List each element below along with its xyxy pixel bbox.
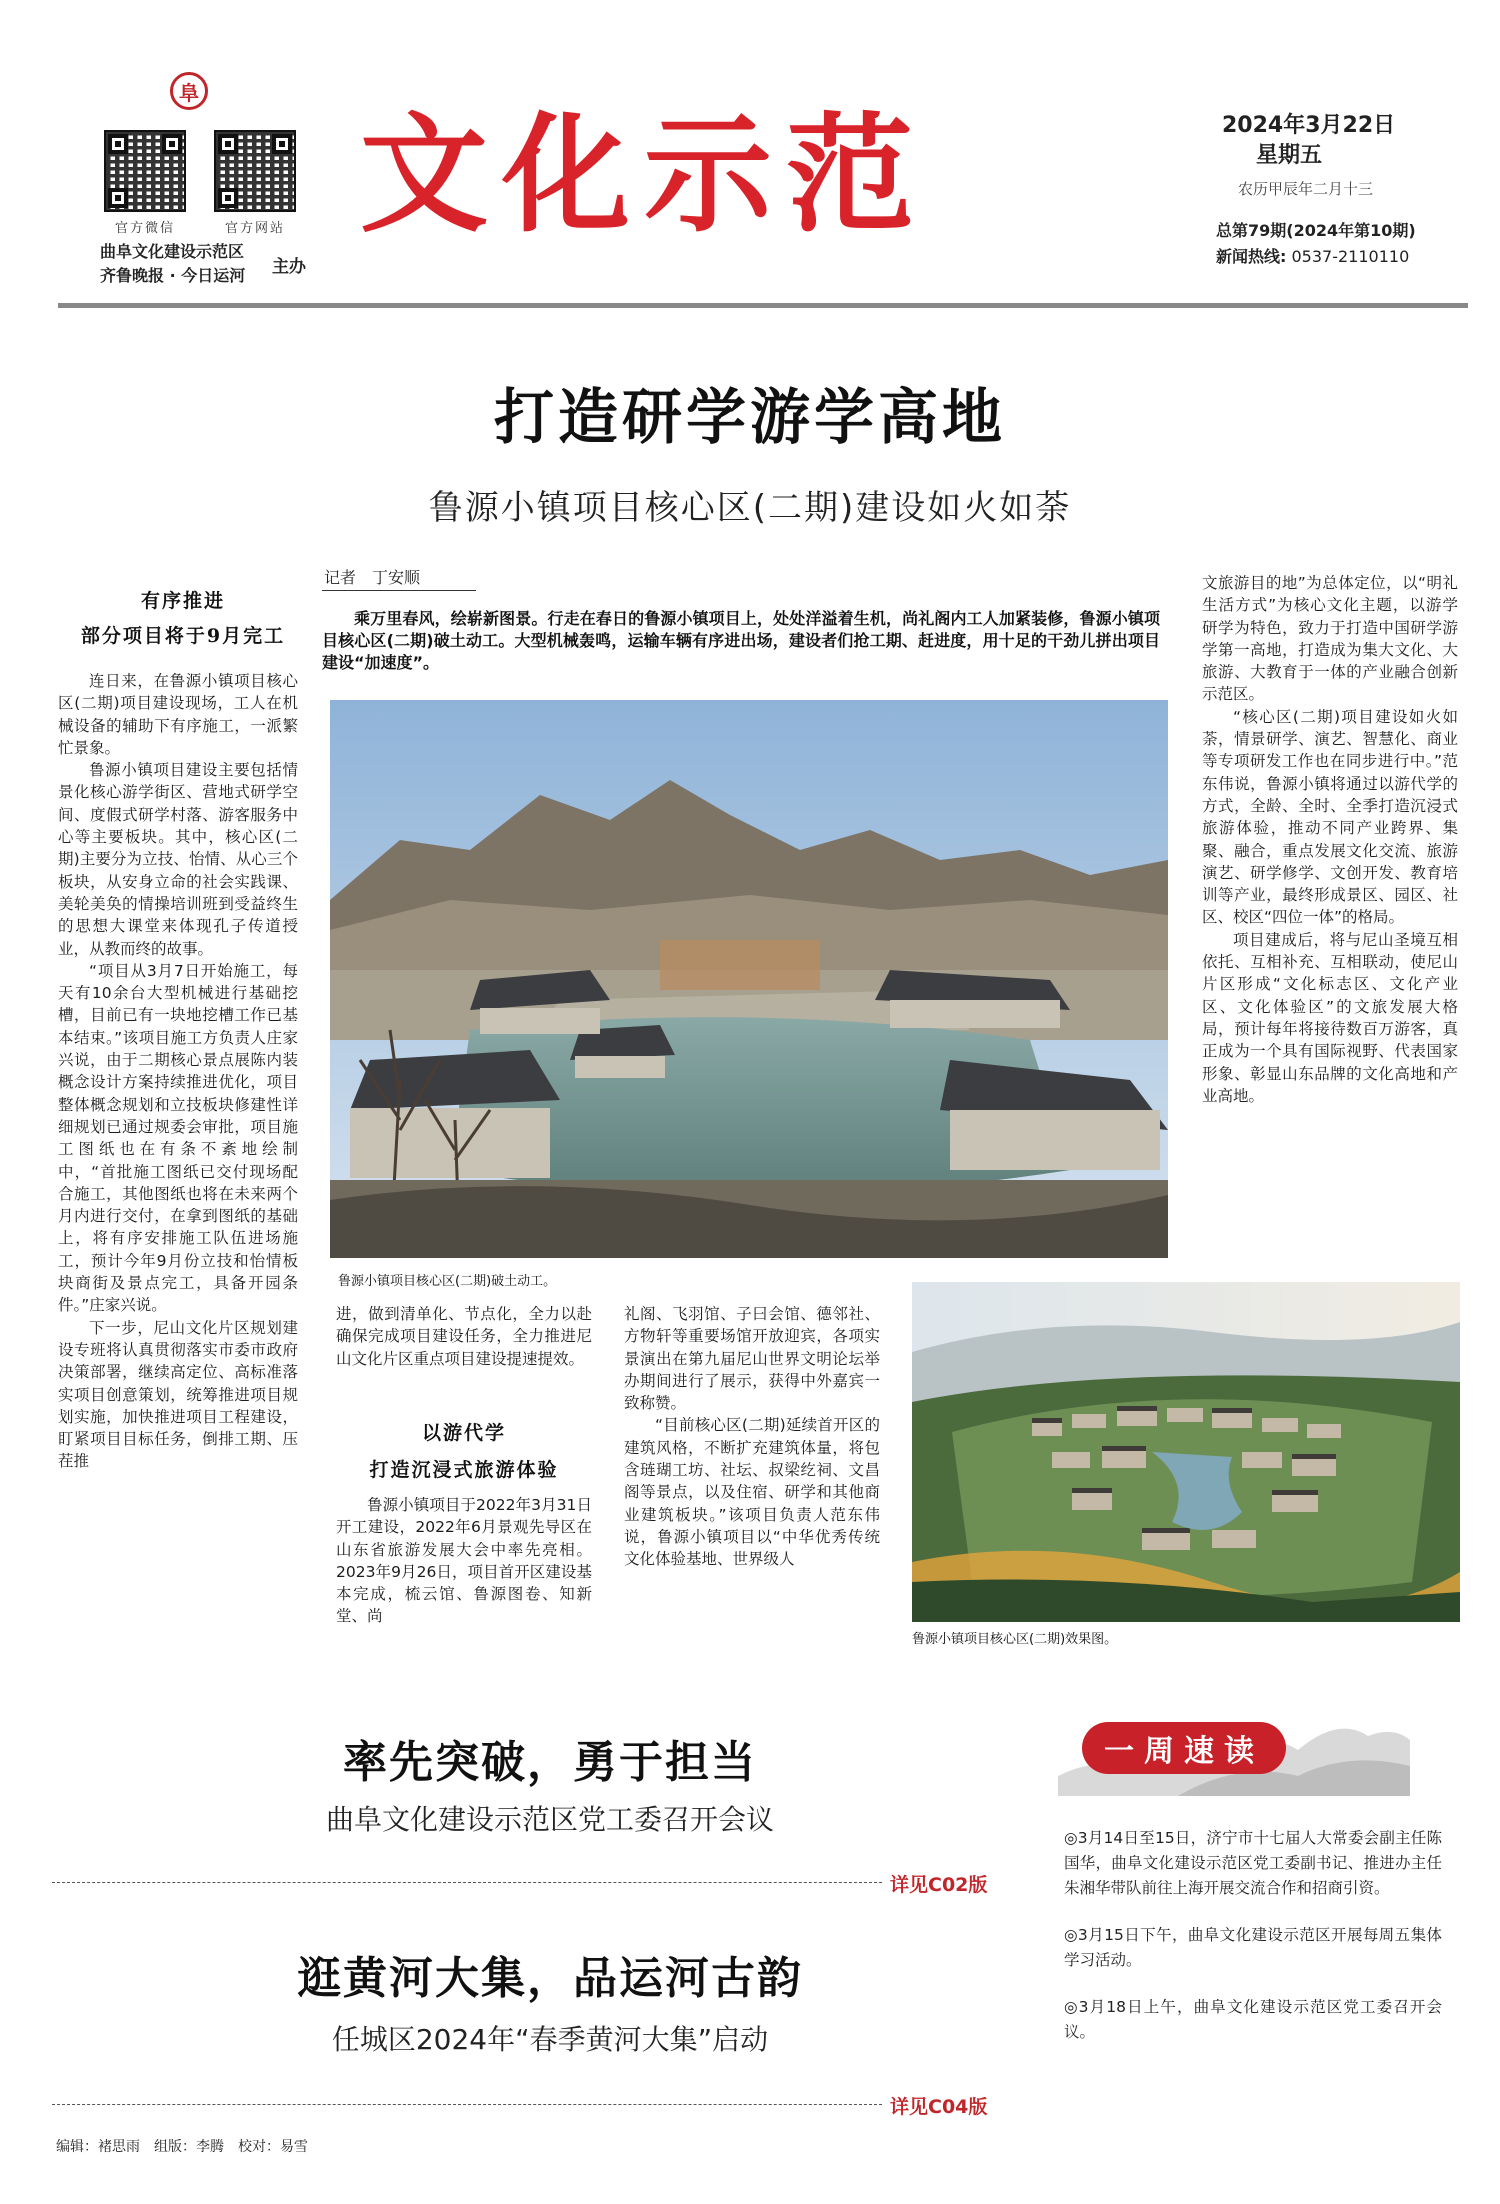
story2-subheadline: 曲阜文化建设示范区党工委召开会议	[325, 1803, 774, 1836]
photo-caption-2: 鲁源小镇项目核心区(二期)效果图。	[912, 1632, 1118, 1647]
paragraph: 礼阁、飞羽馆、子曰会馆、德邻社、方物轩等重要场馆开放迎宾，各项实景演出在第九届尼山世界文明论坛举办期间进行了展示，获得中外嘉宾一致称赞。	[624, 1305, 880, 1413]
newspaper-title: 文化示范	[360, 101, 929, 250]
list-item: ◎3月14日至15日，济宁市十七届人大常委会副主任陈国华，曲阜文化建设示范区党工委副书记、推进办主任朱湘华带队前往上海开展交流合作和招商引资。	[1064, 1829, 1442, 1897]
editor-credits: 编辑：褚思雨 组版：李腾 校对：易雪	[56, 2139, 308, 2155]
section-heading-1-line1: 有序推进	[140, 590, 225, 612]
weekly-brief-list	[1064, 1826, 1442, 2067]
sponsor-suffix: 主办	[272, 257, 306, 277]
article-column-middle-2	[624, 1303, 880, 1645]
story2-see-more-link[interactable]: 详见C02版	[890, 1874, 988, 1896]
story3-subheadline: 任城区2024年“春季黄河大集”启动	[331, 2023, 769, 2056]
sponsor-line-1: 曲阜文化建设示范区	[100, 242, 245, 261]
article-column-middle-1-top	[336, 1303, 592, 1370]
paragraph: 项目建成后，将与尼山圣境互相依托、互相补充、互相联动，使尼山片区形成“文化标志区、文化产业区、文化体验区”的文旅发展大格局，预计每年将接待数百万游客，真正成为一个具有国际视野、代表国家形象、彰显山东品牌的文化高地和产业高地。	[1202, 930, 1458, 1105]
section-heading-1	[58, 586, 308, 648]
photo-caption-1: 鲁源小镇项目核心区(二期)破土动工。	[338, 1274, 557, 1289]
weekly-brief-badge: 一周速读	[1082, 1722, 1286, 1774]
main-headline: 打造研学游学高地	[494, 383, 1006, 453]
hotline-number: 0537-2110110	[1291, 247, 1410, 266]
qr-label-wechat: 官方微信	[114, 221, 175, 236]
paragraph: “核心区(二期)项目建设如火如荼，情景研学、演艺、智慧化、商业等专项研发工作也在同步进行中。”范东伟说，鲁源小镇将通过以游代学的方式，全龄、全时、全季打造沉浸式旅游体验，推动不同产业跨界、集聚、融合，重点发展文化交流、旅游演艺、研学修学、文创开发、教育培训等产业，最终形成景区、园区、社区、校区“四位一体”的格局。	[1202, 707, 1458, 927]
masthead-rule	[58, 303, 1468, 308]
paragraph: “目前核心区(二期)延续首开区的建筑风格，不断扩充建筑体量，将包含琏瑚工坊、社坛、叔梁纥祠、文昌阁等景点，以及住宿、研学和其他商业建筑板块。”该项目负责人范东伟说，鲁源小镇项目以“中华优秀传统文化体验基地、世界级人	[624, 1416, 880, 1569]
issue-number: 总第79期(2024年第10期)	[1216, 221, 1416, 240]
list-item: ◎3月15日下午，曲阜文化建设示范区开展每周五集体学习活动。	[1064, 1926, 1442, 1969]
paragraph: 鲁源小镇项目于2022年3月31日开工建设，2022年6月景观先导区在山东省旅游发展大会中率先亮相。2023年9月26日，项目首开区建设基本完成，梳云馆、鲁源图卷、知新堂、尚	[336, 1496, 592, 1626]
qr-label-website: 官方网站	[224, 221, 285, 236]
paragraph: 下一步，尼山文化片区规划建设专班将认真贯彻落实市委市政府决策部署，继续高定位、高标准落实项目创意策划，统筹推进项目规划实施，加快推进项目工程建设，盯紧项目目标任务，倒排工期、压茬推	[58, 1318, 298, 1471]
list-item: ◎3月18日上午，曲阜文化建设示范区党工委召开会议。	[1064, 1998, 1442, 2041]
byline: 记者 丁安顺	[324, 568, 421, 587]
issue-weekday: 星期五	[1256, 143, 1323, 168]
article-column-right	[1202, 572, 1458, 1272]
story3-divider	[52, 2104, 882, 2105]
lunar-date: 农历甲辰年二月十三	[1238, 180, 1374, 198]
article-column-middle-1-bottom	[336, 1494, 592, 1628]
aerial-rendering-illustration	[912, 1282, 1460, 1622]
qr-code-wechat[interactable]	[104, 130, 186, 212]
paragraph: 文旅游目的地”为总体定位，以“明礼生活方式”为核心文化主题，以游学研学为特色，致力于打造中国研学游学第一高地，打造成为集大文化、大旅游、大教育于一体的产业融合创新示范区。	[1202, 574, 1458, 704]
news-hotline	[1216, 244, 1409, 267]
weekly-brief-banner	[1058, 1706, 1410, 1796]
story2-divider	[52, 1882, 882, 1883]
landscape-illustration	[330, 700, 1168, 1258]
emblem-logo: 阜	[170, 72, 208, 110]
story3-see-more-link[interactable]: 详见C04版	[890, 2096, 988, 2118]
story3-headline: 逛黄河大集，品运河古韵	[297, 1953, 803, 2004]
paragraph: 鲁源小镇项目建设主要包括情景化核心游学街区、营地式研学空间、度假式研学村落、游客服务中心等主要板块。其中，核心区(二期)主要分为立技、怡情、从心三个板块，从安身立命的社会实践课、美轮美奂的情操培训班到受益终生的思想大课堂来体现孔子传道授业，从教而终的故事。	[58, 761, 298, 958]
section-heading-2-line1: 以游代学	[421, 1422, 506, 1444]
section-heading-1-line2: 部分项目将于9月完工	[80, 625, 286, 647]
article-column-left	[58, 670, 298, 1670]
lead-paragraph: 乘万里春风，绘崭新图景。行走在春日的鲁源小镇项目上，处处洋溢着生机，尚礼阁内工人加紧装修，鲁源小镇项目核心区(二期)破土动工。大型机械轰鸣，运输车辆有序进出场，建设者们抢工期、赶进度，用十足的干劲儿拼出项目建设“加速度”。	[322, 609, 1160, 672]
byline-rule	[322, 590, 476, 591]
paragraph: “项目从3月7日开始施工，每天有10余台大型机械进行基础挖槽，目前已有一块地挖槽工作已基本结束。”该项目施工方负责人庄家兴说，由于二期核心景点展陈内装概念设计方案持续推进优化，项目整体概念规划和立技板块修建性详细规划已通过规委会审批，项目施工图纸也在有条不紊地绘制中，“首批施工图纸已交付现场配合施工，其他图纸也将在未来两个月内进行交付，在拿到图纸的基础上，将有序安排施工队伍进场施工，预计今年9月份立技和怡情板块商街及景点完工，具备开园条件。”庄家兴说。	[58, 961, 298, 1315]
qr-code-website[interactable]	[214, 130, 296, 212]
project-rendering-photo	[912, 1282, 1460, 1622]
masthead	[0, 0, 1500, 310]
main-subheadline: 鲁源小镇项目核心区(二期)建设如火如荼	[428, 488, 1072, 528]
construction-site-photo	[330, 700, 1168, 1258]
sponsor-line-2: 齐鲁晚报 · 今日运河	[100, 266, 246, 285]
issue-date: 2024年3月22日	[1222, 113, 1396, 138]
section-heading-2	[336, 1418, 592, 1482]
paragraph: 进，做到清单化、节点化，全力以赴确保完成项目建设任务，全力推进尼山文化片区重点项目建设提速提效。	[336, 1305, 592, 1368]
story2-headline: 率先突破，勇于担当	[343, 1737, 757, 1788]
sponsors	[100, 240, 245, 288]
section-heading-2-line2: 打造沉浸式旅游体验	[369, 1459, 559, 1481]
paragraph: 连日来，在鲁源小镇项目核心区(二期)项目建设现场，工人在机械设备的辅助下有序施工，一派繁忙景象。	[58, 672, 298, 757]
hotline-label: 新闻热线:	[1216, 247, 1287, 266]
